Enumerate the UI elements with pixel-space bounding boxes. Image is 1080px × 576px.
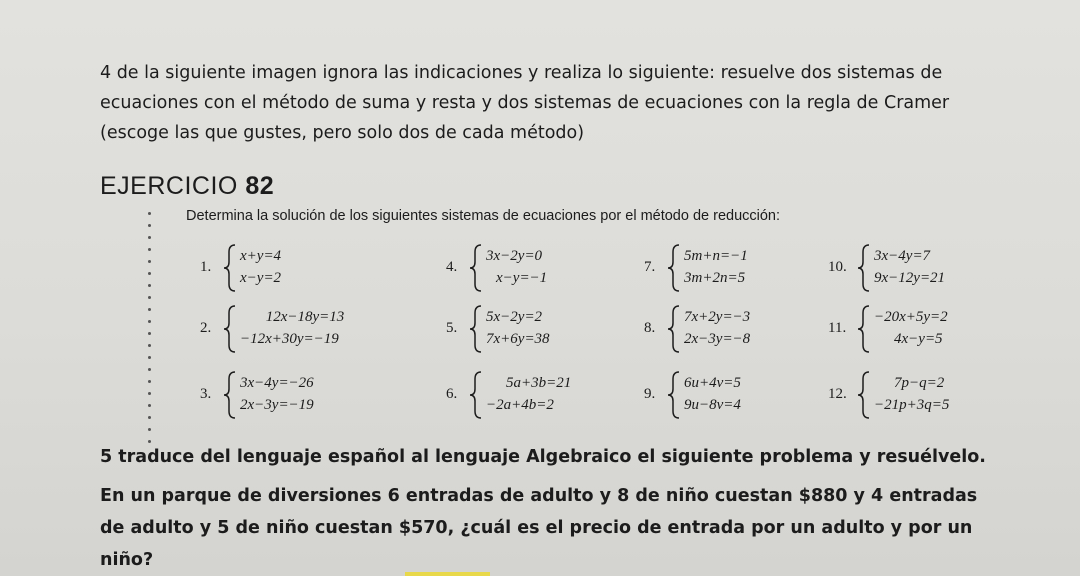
system-number: 2. [200,320,212,336]
problem-5-text: En un parque de diversiones 6 entradas de adulto y 8 de niño cuestan $880 y 4 entradas de adulto y 5 de niño cuestan $570, ¿cuál es el precio de entrada por un adulto y por un niño? [100,486,978,570]
system-number: 3. [200,386,212,402]
equation-2: 2x−3y=−8 [684,331,751,347]
brace-icon [468,304,484,354]
equation-1: 5x−2y=2 [486,309,543,325]
equation-2: 4x−y=5 [894,331,943,347]
equation-2: 7x+6y=38 [486,331,550,347]
equation-1: 5m+n=−1 [684,248,748,264]
equation-2: x−y=−1 [496,270,548,286]
equation-2: 9u−8v=4 [684,397,741,413]
equation-2: −2a+4b=2 [486,397,554,413]
instructions-paragraph: 4 de la siguiente imagen ignora las indicaciones y realiza lo siguiente: resuelve dos sistemas de ecuaciones con el método de suma y resta y dos sistemas de ecuaciones con la regla de Cramer (escoge las que gustes, pero solo dos de cada método) [100,63,950,143]
equation-2: 9x−12y=21 [874,270,946,286]
equation-1: 7p−q=2 [894,375,945,391]
system-number: 8. [644,320,656,336]
brace-icon [666,243,682,293]
brace-icon [666,370,682,420]
margin-dots [148,212,154,452]
equation-2: x−y=2 [240,270,282,286]
system-number: 11. [828,320,847,336]
brace-icon [666,304,682,354]
brace-icon [468,370,484,420]
equation-1: 5a+3b=21 [506,375,572,391]
problem-5-title: 5 traduce del lenguaje español al lenguaje Algebraico el siguiente problema y resuélvelo. [100,447,986,467]
brace-icon [856,243,872,293]
exercise-title-word: EJERCICIO [100,172,238,200]
equation-2: 2x−3y=−19 [240,397,314,413]
system-number: 9. [644,386,656,402]
system-number: 1. [200,259,212,275]
highlighter-mark [405,572,490,576]
system-number: 5. [446,320,458,336]
system-number: 7. [644,259,656,275]
system-number: 6. [446,386,458,402]
system-number: 10. [828,259,847,275]
equation-2: −12x+30y=−19 [240,331,339,347]
equation-1: 7x+2y=−3 [684,309,751,325]
exercise-number: 82 [245,172,275,200]
equation-1: 3x−4y=−26 [240,375,314,391]
equation-1: 3x−4y=7 [874,248,931,264]
system-number: 12. [828,386,847,402]
brace-icon [222,304,238,354]
equation-1: x+y=4 [240,248,282,264]
brace-icon [222,243,238,293]
brace-icon [856,304,872,354]
exercise-instruction: Determina la solución de los siguientes sistemas de ecuaciones por el método de reducción: [186,208,781,224]
brace-icon [856,370,872,420]
equation-1: 3x−2y=0 [486,248,543,264]
equation-1: −20x+5y=2 [874,309,948,325]
exercise-title [100,172,274,201]
equation-2: 3m+2n=5 [684,270,746,286]
equation-1: 6u+4v=5 [684,375,741,391]
equation-2: −21p+3q=5 [874,397,950,413]
system-number: 4. [446,259,458,275]
brace-icon [222,370,238,420]
brace-icon [468,243,484,293]
equation-1: 12x−18y=13 [265,309,345,325]
